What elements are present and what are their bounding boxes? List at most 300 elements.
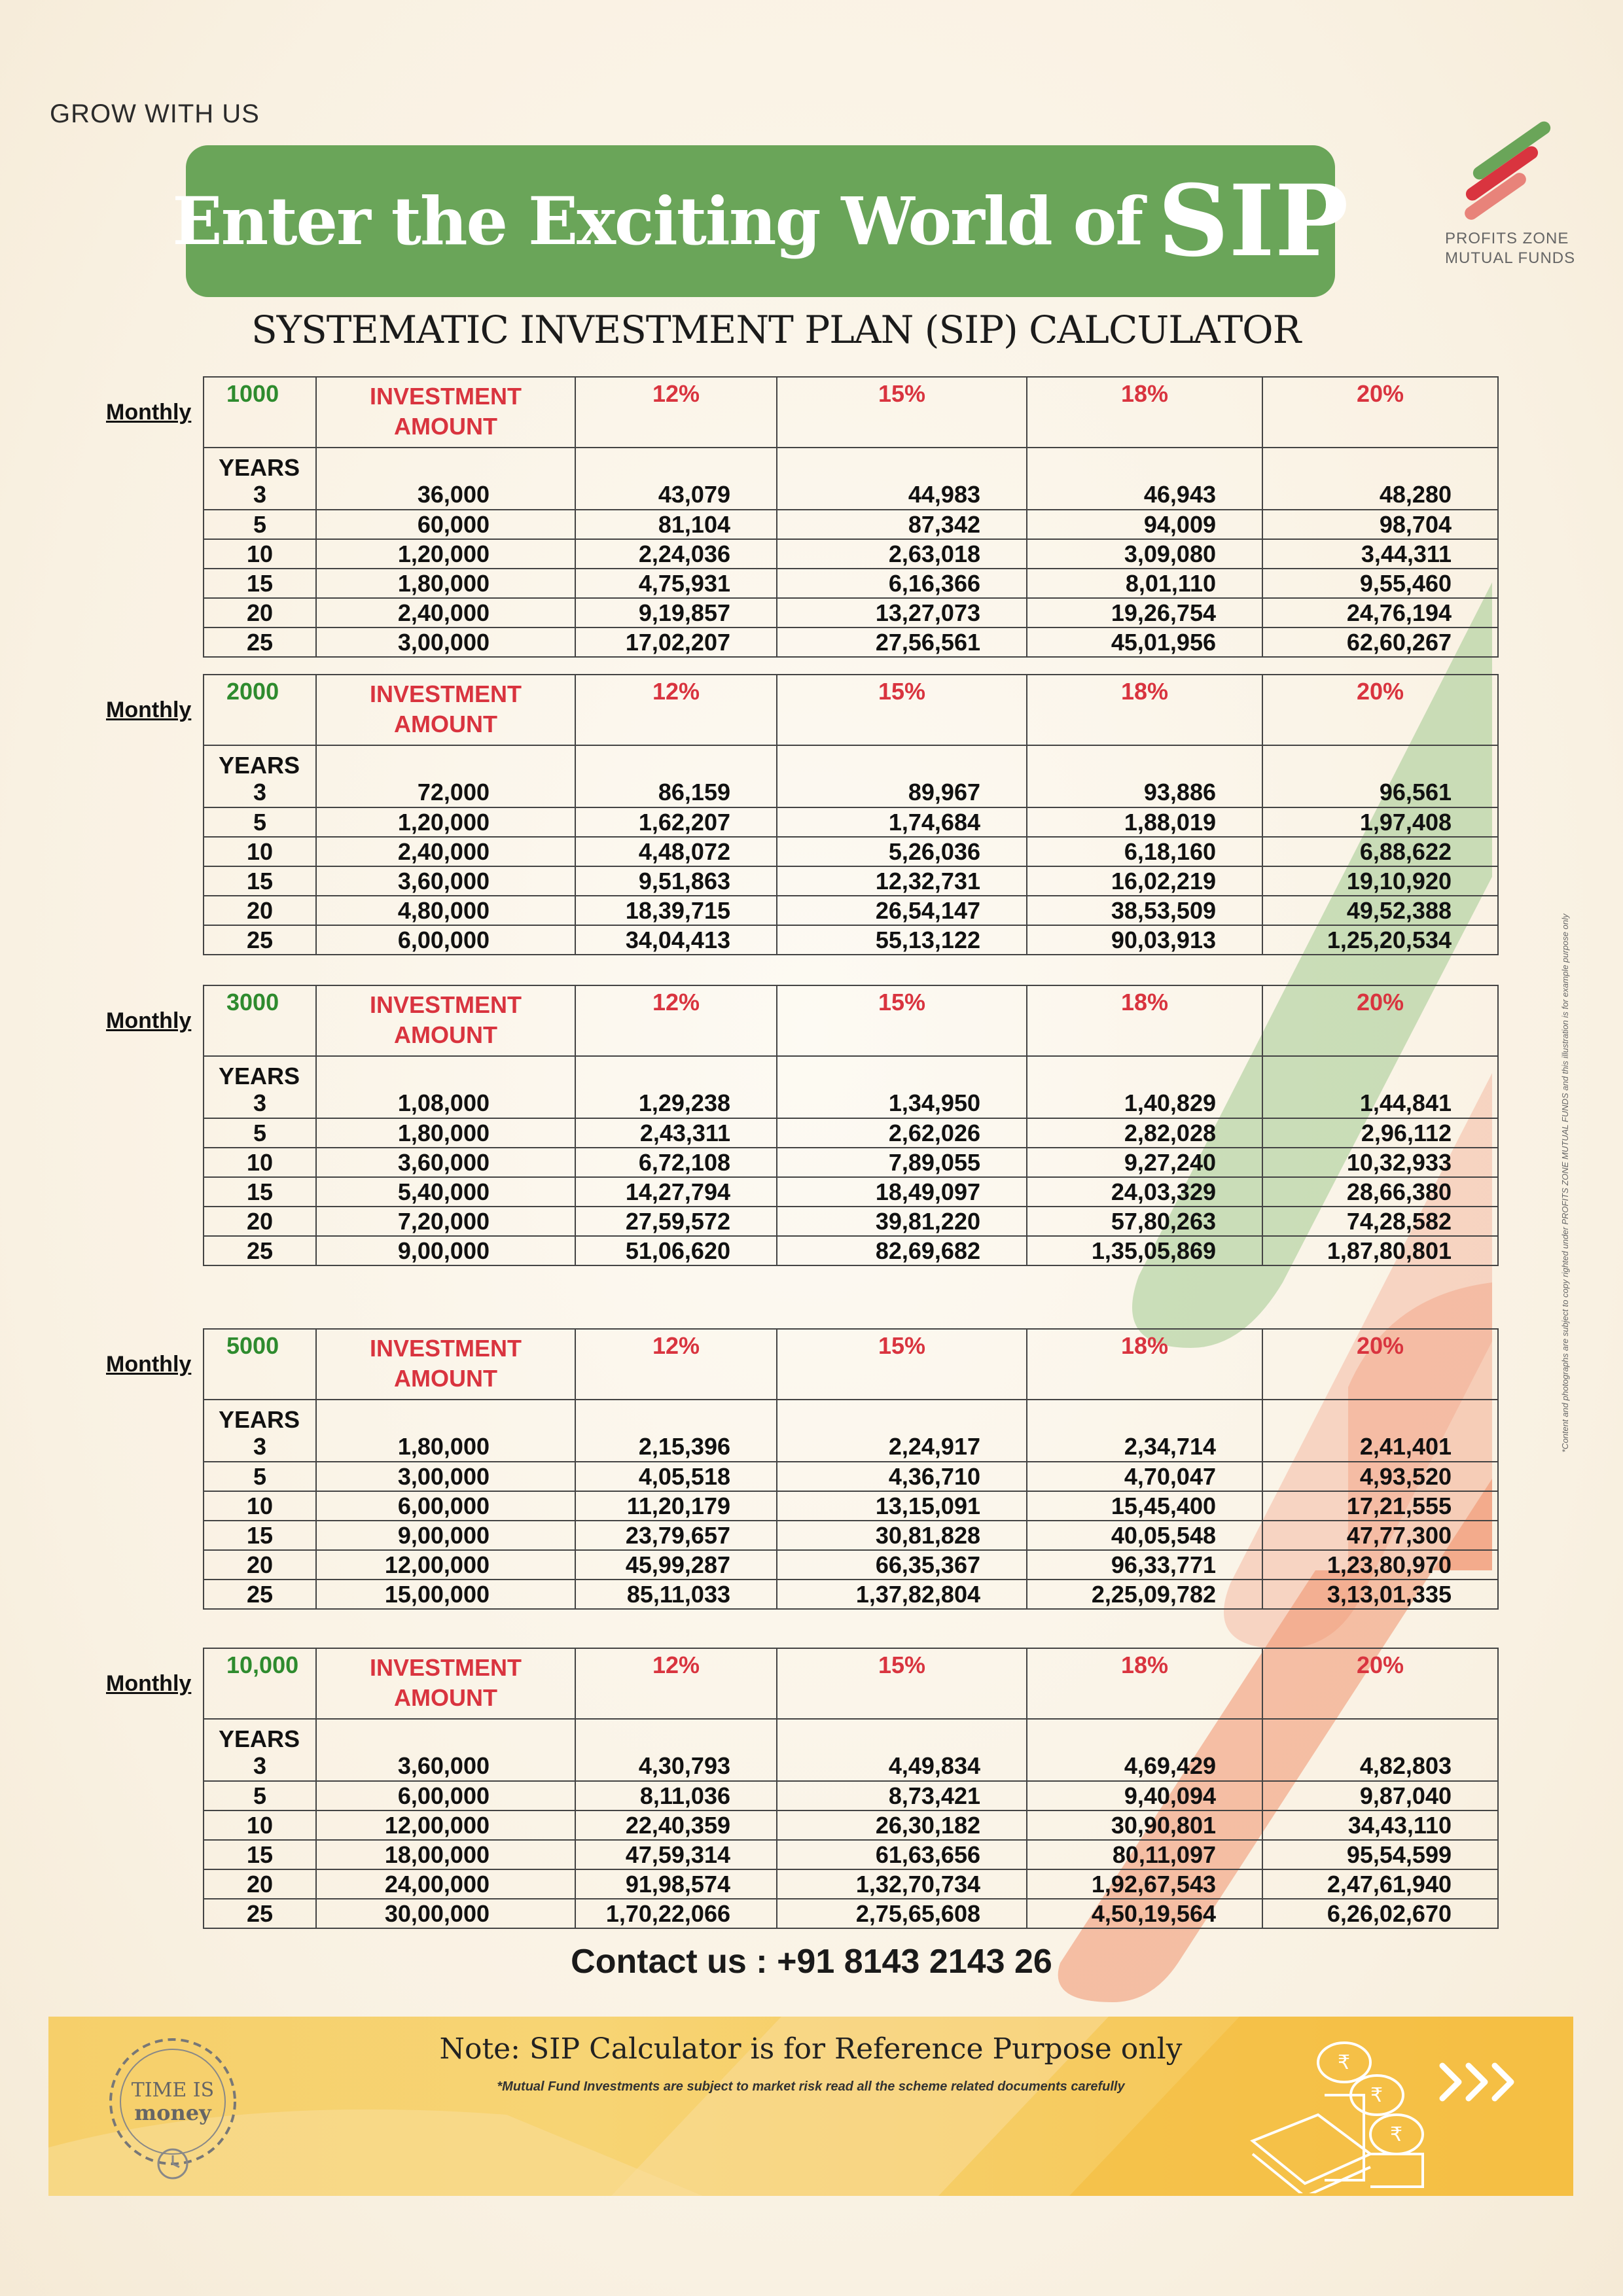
table-row — [204, 510, 1498, 539]
value-15-cell: 44,983 — [777, 480, 1027, 510]
value-15-cell: 26,54,147 — [777, 896, 1027, 925]
invested-amount-cell: 36,000 — [316, 480, 575, 510]
value-15-cell: 1,34,950 — [777, 1089, 1027, 1118]
value-12-cell: 81,104 — [575, 510, 777, 539]
rate-15-header: 15% — [777, 675, 1027, 745]
clock-text-line2: money — [134, 2100, 211, 2125]
value-18-cell: 1,92,67,543 — [1027, 1869, 1262, 1899]
table-row — [204, 1869, 1498, 1899]
years-cell: 20 — [204, 598, 316, 627]
coins-stack-icon — [1226, 2023, 1442, 2193]
value-15-cell: 2,24,917 — [777, 1432, 1027, 1462]
rate-15-header: 15% — [777, 377, 1027, 448]
invested-amount-cell: 4,80,000 — [316, 896, 575, 925]
svg-text:₹: ₹ — [1338, 2051, 1351, 2074]
years-cell: 10 — [204, 1491, 316, 1521]
invested-amount-cell: 1,20,000 — [316, 807, 575, 837]
value-18-cell: 6,18,160 — [1027, 837, 1262, 866]
value-20-cell: 98,704 — [1262, 510, 1498, 539]
invested-amount-cell: 12,00,000 — [316, 1810, 575, 1840]
empty-cell — [575, 1719, 777, 1752]
value-20-cell: 1,87,80,801 — [1262, 1236, 1498, 1265]
value-18-cell: 2,34,714 — [1027, 1432, 1262, 1462]
sip-amount: 3000 — [204, 985, 316, 1056]
investment-header-line1: INVESTMENT — [369, 1654, 522, 1681]
years-cell: 20 — [204, 896, 316, 925]
calculator-title: SYSTEMATIC INVESTMENT PLAN (SIP) CALCULATOR — [251, 308, 1301, 352]
empty-cell — [1262, 448, 1498, 480]
years-cell: 3 — [204, 778, 316, 807]
value-18-cell: 38,53,509 — [1027, 896, 1262, 925]
invested-amount-cell: 24,00,000 — [316, 1869, 575, 1899]
rate-20-header: 20% — [1262, 675, 1498, 745]
value-20-cell: 95,54,599 — [1262, 1840, 1498, 1869]
years-cell: 15 — [204, 866, 316, 896]
empty-cell — [777, 1719, 1027, 1752]
investment-header-line1: INVESTMENT — [369, 991, 522, 1018]
years-cell: 20 — [204, 1207, 316, 1236]
value-18-cell: 8,01,110 — [1027, 569, 1262, 598]
years-label: YEARS — [204, 745, 316, 778]
value-15-cell: 4,36,710 — [777, 1462, 1027, 1491]
value-18-cell: 96,33,771 — [1027, 1550, 1262, 1580]
value-18-cell: 2,82,028 — [1027, 1118, 1262, 1148]
rate-18-header: 18% — [1027, 377, 1262, 448]
value-15-cell: 7,89,055 — [777, 1148, 1027, 1177]
value-20-cell: 1,44,841 — [1262, 1089, 1498, 1118]
value-12-cell: 11,20,179 — [575, 1491, 777, 1521]
value-18-cell: 80,11,097 — [1027, 1840, 1262, 1869]
invested-amount-cell: 1,80,000 — [316, 569, 575, 598]
rate-20-header: 20% — [1262, 1648, 1498, 1719]
rate-18-header: 18% — [1027, 1329, 1262, 1400]
table-row — [204, 1550, 1498, 1580]
value-12-cell: 6,72,108 — [575, 1148, 777, 1177]
value-20-cell: 34,43,110 — [1262, 1810, 1498, 1840]
value-12-cell: 4,75,931 — [575, 569, 777, 598]
value-12-cell: 2,15,396 — [575, 1432, 777, 1462]
rate-15-header: 15% — [777, 1329, 1027, 1400]
value-12-cell: 23,79,657 — [575, 1521, 777, 1550]
invested-amount-cell: 3,00,000 — [316, 1462, 575, 1491]
investment-header-line1: INVESTMENT — [369, 680, 522, 707]
invested-amount-cell: 18,00,000 — [316, 1840, 575, 1869]
value-20-cell: 28,66,380 — [1262, 1177, 1498, 1207]
table-row — [204, 896, 1498, 925]
invested-amount-cell: 3,00,000 — [316, 627, 575, 657]
years-cell: 15 — [204, 569, 316, 598]
investment-amount-header — [316, 675, 575, 745]
value-12-cell: 51,06,620 — [575, 1236, 777, 1265]
value-12-cell: 2,24,036 — [575, 539, 777, 569]
invested-amount-cell: 30,00,000 — [316, 1899, 575, 1928]
sip-table — [203, 376, 1499, 658]
value-12-cell: 27,59,572 — [575, 1207, 777, 1236]
value-20-cell: 2,41,401 — [1262, 1432, 1498, 1462]
value-15-cell: 89,967 — [777, 778, 1027, 807]
table-row — [204, 480, 1498, 510]
value-15-cell: 6,16,366 — [777, 569, 1027, 598]
value-15-cell: 13,15,091 — [777, 1491, 1027, 1521]
value-18-cell: 40,05,548 — [1027, 1521, 1262, 1550]
value-15-cell: 12,32,731 — [777, 866, 1027, 896]
years-cell: 10 — [204, 1810, 316, 1840]
investment-header-line2: AMOUNT — [394, 413, 497, 440]
value-20-cell: 24,76,194 — [1262, 598, 1498, 627]
value-12-cell: 9,51,863 — [575, 866, 777, 896]
table-header-row — [204, 377, 1498, 448]
table-header-row — [204, 1648, 1498, 1719]
years-cell: 25 — [204, 925, 316, 955]
investment-amount-header — [316, 1648, 575, 1719]
value-20-cell: 47,77,300 — [1262, 1521, 1498, 1550]
monthly-label: Monthly — [106, 1671, 192, 1696]
value-20-cell: 2,47,61,940 — [1262, 1869, 1498, 1899]
value-15-cell: 5,26,036 — [777, 837, 1027, 866]
clock-text-line1: TIME IS — [131, 2079, 215, 2102]
invested-amount-cell: 3,60,000 — [316, 866, 575, 896]
table-header-row — [204, 1329, 1498, 1400]
table-row — [204, 1236, 1498, 1265]
value-12-cell: 1,62,207 — [575, 807, 777, 837]
invested-amount-cell: 2,40,000 — [316, 598, 575, 627]
value-12-cell: 22,40,359 — [575, 1810, 777, 1840]
empty-cell — [316, 1056, 575, 1089]
value-18-cell: 9,40,094 — [1027, 1781, 1262, 1810]
value-15-cell: 1,37,82,804 — [777, 1580, 1027, 1609]
empty-cell — [1262, 1719, 1498, 1752]
years-cell: 25 — [204, 1899, 316, 1928]
value-12-cell: 85,11,033 — [575, 1580, 777, 1609]
value-15-cell: 1,32,70,734 — [777, 1869, 1027, 1899]
banner-big-text: SIP — [1158, 164, 1349, 279]
value-15-cell: 4,49,834 — [777, 1752, 1027, 1781]
value-15-cell: 55,13,122 — [777, 925, 1027, 955]
tagline: GROW WITH US — [50, 99, 260, 128]
value-15-cell: 2,75,65,608 — [777, 1899, 1027, 1928]
years-cell: 20 — [204, 1869, 316, 1899]
invested-amount-cell: 6,00,000 — [316, 925, 575, 955]
invested-amount-cell: 7,20,000 — [316, 1207, 575, 1236]
table-row — [204, 1752, 1498, 1781]
rate-18-header: 18% — [1027, 985, 1262, 1056]
value-20-cell: 1,97,408 — [1262, 807, 1498, 837]
table-row — [204, 569, 1498, 598]
sip-table — [203, 1328, 1499, 1610]
value-18-cell: 2,25,09,782 — [1027, 1580, 1262, 1609]
empty-cell — [1027, 448, 1262, 480]
value-20-cell: 6,26,02,670 — [1262, 1899, 1498, 1928]
value-12-cell: 91,98,574 — [575, 1869, 777, 1899]
table-row — [204, 1810, 1498, 1840]
value-12-cell: 9,19,857 — [575, 598, 777, 627]
empty-cell — [1027, 1719, 1262, 1752]
years-cell: 5 — [204, 1462, 316, 1491]
sip-table — [203, 1648, 1499, 1929]
table-row — [204, 1207, 1498, 1236]
years-label: YEARS — [204, 448, 316, 480]
value-18-cell: 1,40,829 — [1027, 1089, 1262, 1118]
empty-cell — [575, 1400, 777, 1432]
table-row — [204, 1899, 1498, 1928]
table-row — [204, 1840, 1498, 1869]
years-label-row — [204, 745, 1498, 778]
table-row — [204, 1118, 1498, 1148]
empty-cell — [316, 448, 575, 480]
monthly-label: Monthly — [106, 698, 192, 722]
value-20-cell: 1,23,80,970 — [1262, 1550, 1498, 1580]
invested-amount-cell: 9,00,000 — [316, 1521, 575, 1550]
empty-cell — [316, 745, 575, 778]
monthly-label: Monthly — [106, 400, 192, 425]
rate-20-header: 20% — [1262, 377, 1498, 448]
invested-amount-cell: 1,20,000 — [316, 539, 575, 569]
value-20-cell: 1,25,20,534 — [1262, 925, 1498, 955]
svg-text:₹: ₹ — [1370, 2084, 1383, 2107]
invested-amount-cell: 3,60,000 — [316, 1148, 575, 1177]
value-20-cell: 10,32,933 — [1262, 1148, 1498, 1177]
invested-amount-cell: 2,40,000 — [316, 837, 575, 866]
empty-cell — [1027, 1400, 1262, 1432]
years-cell: 25 — [204, 1236, 316, 1265]
value-20-cell: 74,28,582 — [1262, 1207, 1498, 1236]
value-18-cell: 30,90,801 — [1027, 1810, 1262, 1840]
rate-12-header: 12% — [575, 377, 777, 448]
value-12-cell: 18,39,715 — [575, 896, 777, 925]
invested-amount-cell: 6,00,000 — [316, 1491, 575, 1521]
value-20-cell: 17,21,555 — [1262, 1491, 1498, 1521]
years-label-row — [204, 1400, 1498, 1432]
value-18-cell: 1,88,019 — [1027, 807, 1262, 837]
invested-amount-cell: 1,80,000 — [316, 1432, 575, 1462]
empty-cell — [777, 1400, 1027, 1432]
market-risk-disclaimer: *Mutual Fund Investments are subject to market risk read all the scheme related documents carefully — [497, 2079, 1125, 2094]
value-18-cell: 3,09,080 — [1027, 539, 1262, 569]
value-20-cell: 4,93,520 — [1262, 1462, 1498, 1491]
years-cell: 15 — [204, 1177, 316, 1207]
rate-20-header: 20% — [1262, 985, 1498, 1056]
value-18-cell: 24,03,329 — [1027, 1177, 1262, 1207]
logo-line2: MUTUAL FUNDS — [1445, 249, 1576, 267]
banner-text: Enter the Exciting World of — [172, 183, 1143, 260]
table-row — [204, 837, 1498, 866]
years-cell: 15 — [204, 1840, 316, 1869]
empty-cell — [1262, 1400, 1498, 1432]
investment-amount-header — [316, 985, 575, 1056]
rate-15-header: 15% — [777, 1648, 1027, 1719]
contact-line: Contact us : +91 8143 2143 26 — [571, 1943, 1052, 1981]
value-18-cell: 57,80,263 — [1027, 1207, 1262, 1236]
value-20-cell: 2,96,112 — [1262, 1118, 1498, 1148]
value-18-cell: 16,02,219 — [1027, 866, 1262, 896]
table-row — [204, 1089, 1498, 1118]
years-cell: 5 — [204, 510, 316, 539]
invested-amount-cell: 1,80,000 — [316, 1118, 575, 1148]
invested-amount-cell: 5,40,000 — [316, 1177, 575, 1207]
value-15-cell: 82,69,682 — [777, 1236, 1027, 1265]
invested-amount-cell: 60,000 — [316, 510, 575, 539]
investment-header-line2: AMOUNT — [394, 1365, 497, 1392]
empty-cell — [1027, 745, 1262, 778]
value-12-cell: 1,70,22,066 — [575, 1899, 777, 1928]
table-row — [204, 627, 1498, 657]
value-18-cell: 4,50,19,564 — [1027, 1899, 1262, 1928]
next-arrows-icon — [1436, 2056, 1527, 2108]
footer-bar — [48, 2017, 1573, 2196]
rate-12-header: 12% — [575, 1648, 777, 1719]
investment-amount-header — [316, 377, 575, 448]
invested-amount-cell: 3,60,000 — [316, 1752, 575, 1781]
empty-cell — [1027, 1056, 1262, 1089]
monthly-label: Monthly — [106, 1352, 192, 1377]
sip-table — [203, 674, 1499, 955]
value-18-cell: 19,26,754 — [1027, 598, 1262, 627]
table-header-row — [204, 985, 1498, 1056]
value-18-cell: 9,27,240 — [1027, 1148, 1262, 1177]
years-cell: 25 — [204, 627, 316, 657]
value-18-cell: 1,35,05,869 — [1027, 1236, 1262, 1265]
value-15-cell: 61,63,656 — [777, 1840, 1027, 1869]
rate-18-header: 18% — [1027, 675, 1262, 745]
years-cell: 20 — [204, 1550, 316, 1580]
rate-12-header: 12% — [575, 985, 777, 1056]
value-12-cell: 34,04,413 — [575, 925, 777, 955]
rate-18-header: 18% — [1027, 1648, 1262, 1719]
rate-12-header: 12% — [575, 1329, 777, 1400]
empty-cell — [316, 1719, 575, 1752]
table-row — [204, 1432, 1498, 1462]
value-12-cell: 14,27,794 — [575, 1177, 777, 1207]
invested-amount-cell: 6,00,000 — [316, 1781, 575, 1810]
table-row — [204, 1462, 1498, 1491]
value-18-cell: 94,009 — [1027, 510, 1262, 539]
value-20-cell: 6,88,622 — [1262, 837, 1498, 866]
value-12-cell: 4,30,793 — [575, 1752, 777, 1781]
years-cell: 5 — [204, 1118, 316, 1148]
table-row — [204, 866, 1498, 896]
table-row — [204, 1148, 1498, 1177]
years-cell: 10 — [204, 1148, 316, 1177]
empty-cell — [1262, 1056, 1498, 1089]
value-18-cell: 93,886 — [1027, 778, 1262, 807]
years-cell: 3 — [204, 1089, 316, 1118]
value-20-cell: 9,87,040 — [1262, 1781, 1498, 1810]
value-20-cell: 48,280 — [1262, 480, 1498, 510]
value-15-cell: 8,73,421 — [777, 1781, 1027, 1810]
table-row — [204, 1177, 1498, 1207]
table-row — [204, 1491, 1498, 1521]
value-20-cell: 49,52,388 — [1262, 896, 1498, 925]
years-label: YEARS — [204, 1719, 316, 1752]
value-12-cell: 45,99,287 — [575, 1550, 777, 1580]
rate-20-header: 20% — [1262, 1329, 1498, 1400]
empty-cell — [575, 745, 777, 778]
table-row — [204, 1781, 1498, 1810]
sip-amount: 10,000 — [204, 1648, 316, 1719]
rate-12-header: 12% — [575, 675, 777, 745]
value-20-cell: 3,13,01,335 — [1262, 1580, 1498, 1609]
years-cell: 5 — [204, 807, 316, 837]
value-12-cell: 86,159 — [575, 778, 777, 807]
value-15-cell: 1,74,684 — [777, 807, 1027, 837]
table-row — [204, 1521, 1498, 1550]
years-cell: 10 — [204, 539, 316, 569]
value-12-cell: 8,11,036 — [575, 1781, 777, 1810]
value-18-cell: 46,943 — [1027, 480, 1262, 510]
investment-amount-header — [316, 1329, 575, 1400]
invested-amount-cell: 15,00,000 — [316, 1580, 575, 1609]
empty-cell — [1262, 745, 1498, 778]
value-15-cell: 2,63,018 — [777, 539, 1027, 569]
sip-amount: 5000 — [204, 1329, 316, 1400]
empty-cell — [777, 448, 1027, 480]
logo-line1: PROFITS ZONE — [1445, 230, 1569, 247]
years-label-row — [204, 448, 1498, 480]
title-banner — [172, 145, 1349, 297]
value-15-cell: 2,62,026 — [777, 1118, 1027, 1148]
value-12-cell: 43,079 — [575, 480, 777, 510]
value-12-cell: 2,43,311 — [575, 1118, 777, 1148]
years-label-row — [204, 1056, 1498, 1089]
years-label-row — [204, 1719, 1498, 1752]
table-row — [204, 925, 1498, 955]
rate-15-header: 15% — [777, 985, 1027, 1056]
value-18-cell: 15,45,400 — [1027, 1491, 1262, 1521]
svg-text:₹: ₹ — [1390, 2123, 1403, 2146]
years-label: YEARS — [204, 1056, 316, 1089]
invested-amount-cell: 9,00,000 — [316, 1236, 575, 1265]
value-12-cell: 17,02,207 — [575, 627, 777, 657]
value-15-cell: 27,56,561 — [777, 627, 1027, 657]
table-row — [204, 807, 1498, 837]
table-row — [204, 778, 1498, 807]
value-15-cell: 18,49,097 — [777, 1177, 1027, 1207]
sip-amount: 1000 — [204, 377, 316, 448]
monthly-label: Monthly — [106, 1008, 192, 1033]
empty-cell — [575, 1056, 777, 1089]
empty-cell — [777, 745, 1027, 778]
investment-header-line2: AMOUNT — [394, 1684, 497, 1711]
invested-amount-cell: 72,000 — [316, 778, 575, 807]
value-20-cell: 4,82,803 — [1262, 1752, 1498, 1781]
value-18-cell: 90,03,913 — [1027, 925, 1262, 955]
table-row — [204, 1580, 1498, 1609]
investment-header-line1: INVESTMENT — [369, 1335, 522, 1362]
table-row — [204, 598, 1498, 627]
table-header-row — [204, 675, 1498, 745]
value-15-cell: 66,35,367 — [777, 1550, 1027, 1580]
years-cell: 15 — [204, 1521, 316, 1550]
years-cell: 3 — [204, 1752, 316, 1781]
value-15-cell: 87,342 — [777, 510, 1027, 539]
value-20-cell: 9,55,460 — [1262, 569, 1498, 598]
years-cell: 10 — [204, 837, 316, 866]
investment-header-line2: AMOUNT — [394, 1021, 497, 1048]
investment-header-line1: INVESTMENT — [369, 383, 522, 410]
value-20-cell: 96,561 — [1262, 778, 1498, 807]
value-15-cell: 26,30,182 — [777, 1810, 1027, 1840]
empty-cell — [316, 1400, 575, 1432]
investment-header-line2: AMOUNT — [394, 711, 497, 737]
value-12-cell: 1,29,238 — [575, 1089, 777, 1118]
table-row — [204, 539, 1498, 569]
value-20-cell: 62,60,267 — [1262, 627, 1498, 657]
years-cell: 5 — [204, 1781, 316, 1810]
value-15-cell: 30,81,828 — [777, 1521, 1027, 1550]
years-cell: 25 — [204, 1580, 316, 1609]
value-15-cell: 39,81,220 — [777, 1207, 1027, 1236]
empty-cell — [575, 448, 777, 480]
